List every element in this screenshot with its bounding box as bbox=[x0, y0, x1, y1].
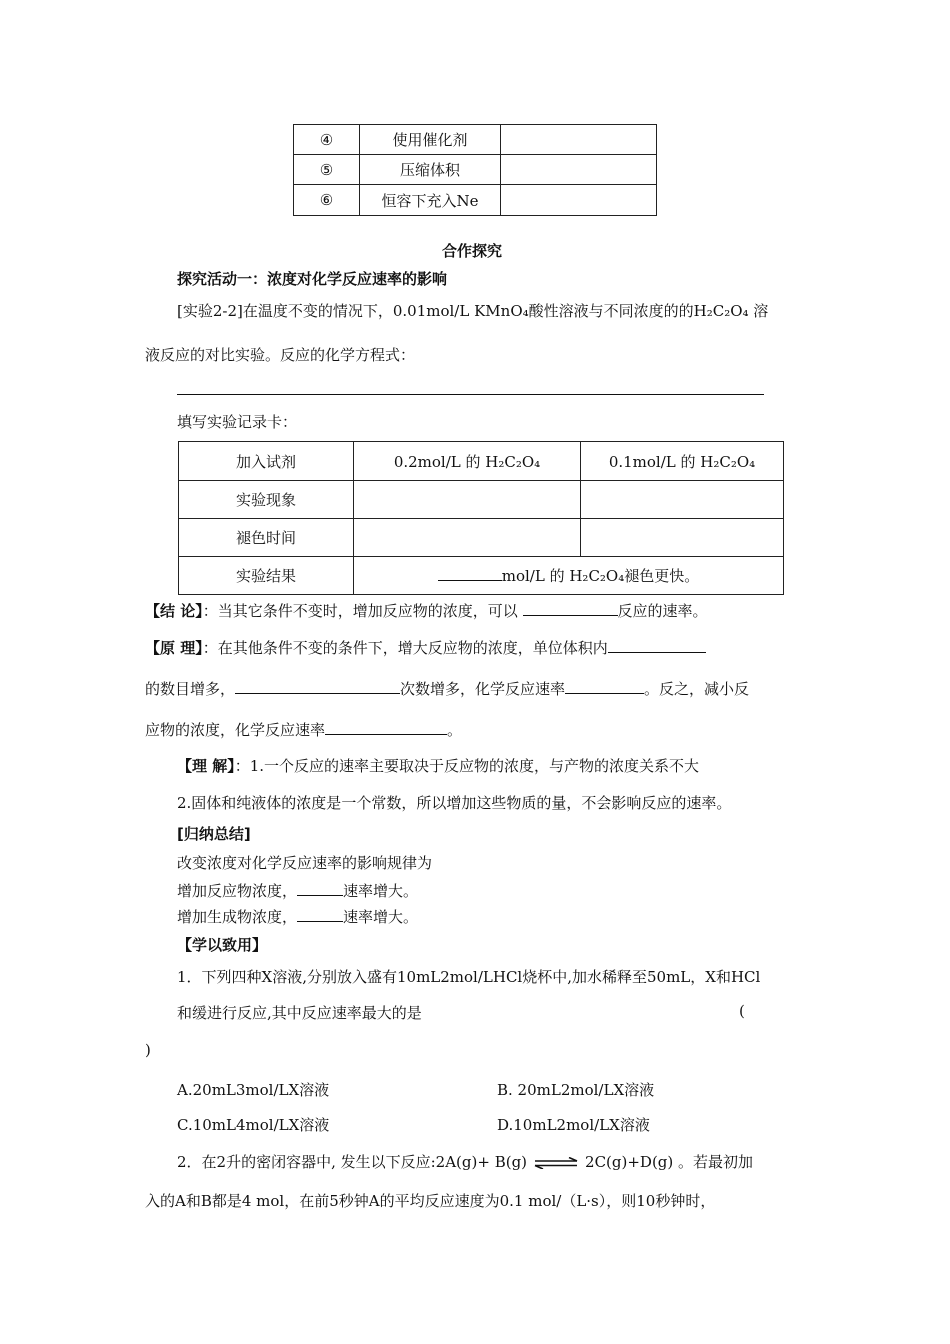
condition-cell: 压缩体积 bbox=[360, 155, 501, 185]
row-label-time: 褪色时间 bbox=[179, 519, 354, 557]
effect-cell bbox=[501, 125, 657, 155]
condition-cell: 恒容下充入Ne bbox=[360, 185, 501, 216]
equilibrium-arrow-icon bbox=[533, 1157, 579, 1169]
result-text: mol/L 的 H₂C₂O₄褪色更快。 bbox=[501, 567, 700, 585]
row-label-result: 实验结果 bbox=[179, 557, 354, 595]
q1-line-2: 和缓进行反应,其中反应速率最大的是 bbox=[177, 1004, 422, 1022]
answer-blank[interactable] bbox=[297, 907, 343, 922]
understanding-label: 【理 解】 bbox=[177, 757, 235, 775]
answer-blank[interactable] bbox=[608, 638, 706, 653]
option-d[interactable]: D.10mL2mol/LX溶液 bbox=[497, 1116, 650, 1134]
header-low-concentration: 0.1mol/L 的 H₂C₂O₄ bbox=[581, 442, 784, 481]
section-title: 合作探究 bbox=[442, 242, 503, 260]
q1-line-1: 1．下列四种X溶液,分别放入盛有10mL2mol/LHCl烧杯中,加水稀释至50mL，X和HCl bbox=[177, 968, 761, 986]
activity-title: 探究活动一：浓度对化学反应速率的影响 bbox=[177, 270, 448, 288]
understanding-line-1: 【理 解】：1.一个反应的速率主要取决于反应物的浓度，与产物的浓度关系不大 bbox=[177, 757, 700, 775]
principle-label: 【原 理】 bbox=[145, 639, 203, 657]
answer-blank[interactable] bbox=[438, 566, 502, 581]
q1-paren-close: ) bbox=[145, 1041, 151, 1059]
input-cell[interactable] bbox=[581, 519, 784, 557]
principle-line-2: 的数目增多， 次数增多，化学反应速率 。反之，减小反 bbox=[145, 680, 750, 698]
answer-blank[interactable] bbox=[235, 679, 400, 694]
answer-blank[interactable] bbox=[565, 679, 644, 694]
experiment-line-2: 液反应的对比实验。反应的化学方程式： bbox=[145, 346, 416, 364]
summary-label: [归纳总结] bbox=[177, 825, 251, 843]
option-b[interactable]: B. 20mL2mol/LX溶液 bbox=[497, 1081, 655, 1099]
row-number: ⑥ bbox=[294, 185, 360, 216]
result-cell bbox=[354, 557, 784, 595]
input-cell[interactable] bbox=[581, 481, 784, 519]
summary-line-3: 增加生成物浓度， 速率增大。 bbox=[177, 908, 419, 926]
option-c[interactable]: C.10mL4mol/LX溶液 bbox=[177, 1116, 330, 1134]
answer-blank[interactable] bbox=[523, 601, 618, 616]
row-number: ⑤ bbox=[294, 155, 360, 185]
q2-line-2: 入的A和B都是4 mol，在前5秒钟A的平均反应速度为0.1 mol/（L·s），则10秒钟时， bbox=[145, 1192, 716, 1210]
principle-line-1: 【原 理】：在其他条件不变的条件下，增大反应物的浓度，单位体积内 bbox=[145, 637, 706, 658]
input-cell[interactable] bbox=[354, 519, 581, 557]
summary-line-2: 增加反应物浓度， 速率增大。 bbox=[177, 882, 419, 900]
header-reagent: 加入试剂 bbox=[179, 442, 354, 481]
conclusion-label: 【结 论】 bbox=[145, 602, 203, 620]
apply-label: 【学以致用】 bbox=[177, 936, 268, 954]
option-a[interactable]: A.20mL3mol/LX溶液 bbox=[177, 1081, 330, 1099]
summary-line-1: 改变浓度对化学反应速率的影响规律为 bbox=[177, 854, 433, 872]
answer-blank[interactable] bbox=[297, 881, 343, 896]
row-number: ④ bbox=[294, 125, 360, 155]
q1-paren-open: ( bbox=[739, 1002, 745, 1020]
row-label-phenomenon: 实验现象 bbox=[179, 481, 354, 519]
conclusion-line: 【结 论】：当其它条件不变时，增加反应物的浓度，可以 反应的速率。 bbox=[145, 602, 708, 620]
record-card-label: 填写实验记录卡： bbox=[177, 413, 298, 431]
answer-blank[interactable] bbox=[325, 720, 447, 735]
experiment-line-1: [实验2-2]在温度不变的情况下，0.01mol/L KMnO₄酸性溶液与不同浓度的的H₂C₂O₄ 溶 bbox=[177, 302, 769, 320]
q2-line-1: 2．在2升的密闭容器中, 发生以下反应:2A(g)+ B(g) 2C(g)+D(g) 。若最初加 bbox=[177, 1153, 754, 1171]
effect-cell bbox=[501, 185, 657, 216]
equation-answer-line[interactable] bbox=[177, 378, 764, 395]
experiment-record-table bbox=[178, 441, 784, 595]
input-cell[interactable] bbox=[354, 481, 581, 519]
principle-line-3: 应物的浓度，化学反应速率 。 bbox=[145, 721, 463, 739]
header-high-concentration: 0.2mol/L 的 H₂C₂O₄ bbox=[354, 442, 581, 481]
understanding-line-2: 2.固体和纯液体的浓度是一个常数，所以增加这些物质的量，不会影响反应的速率。 bbox=[177, 794, 732, 812]
effect-cell bbox=[501, 155, 657, 185]
condition-cell: 使用催化剂 bbox=[360, 125, 501, 155]
conditions-table bbox=[293, 124, 657, 216]
